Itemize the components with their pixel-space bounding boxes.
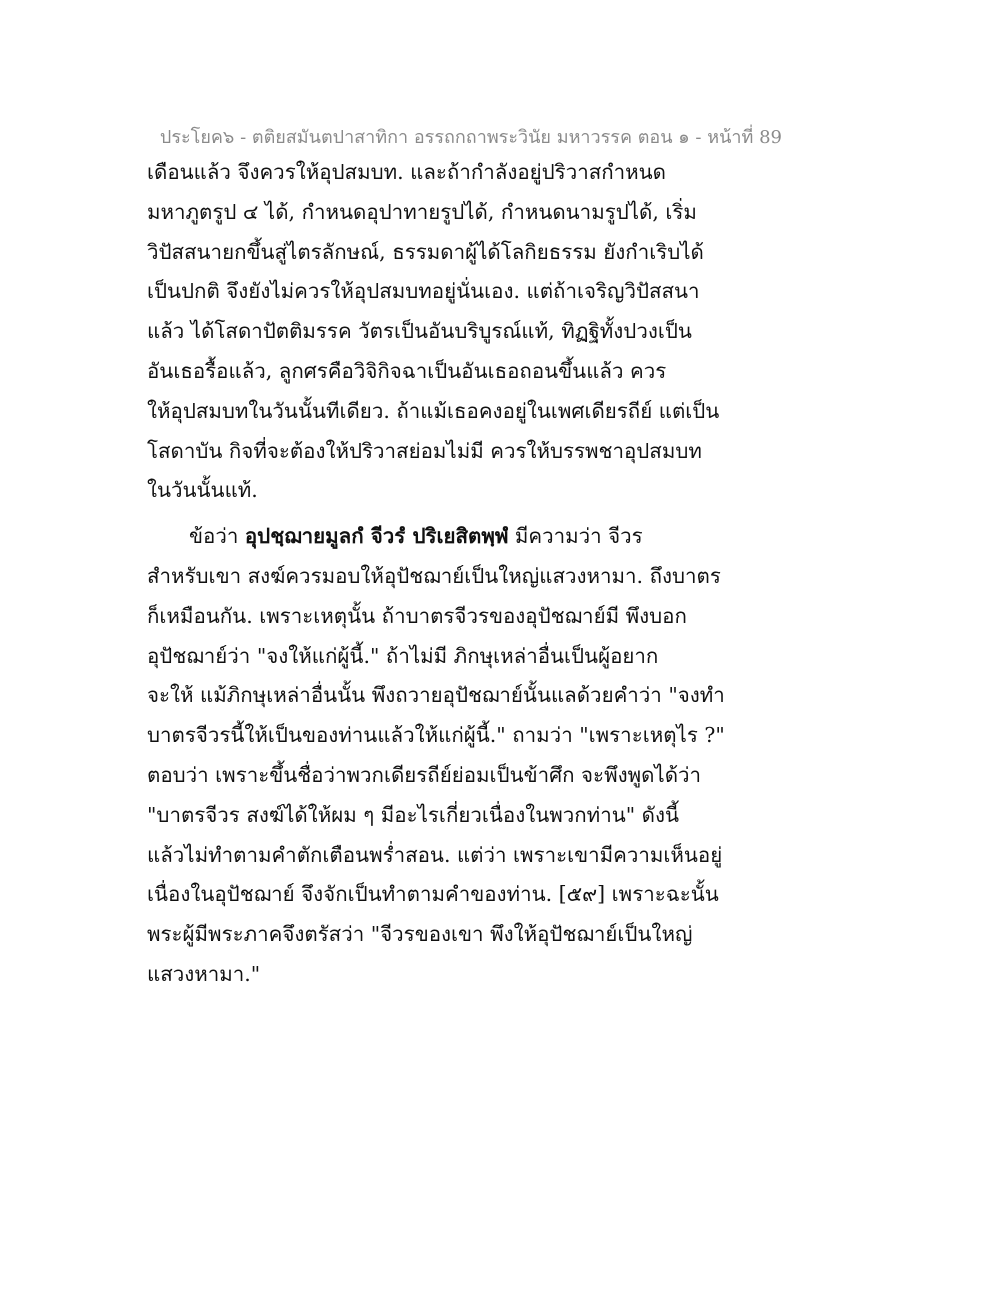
paragraph-2 bbox=[147, 517, 725, 995]
body-text bbox=[147, 153, 725, 995]
text-line: สำหรับเขา สงฆ์ควรมอบให้อุปัชฌาย์เป็นใหญ่แสวงหามา. ถึงบาตร bbox=[147, 563, 721, 588]
text-line: อันเธอรื้อแล้ว, ลูกศรคือวิจิกิจฉาเป็นอันเธอถอนขึ้นแล้ว ควร bbox=[147, 358, 667, 383]
text-line: มหาภูตรูป ๔ ได้, กำหนดอุปาทายรูปได้, กำหนดนามรูปได้, เริ่ม bbox=[147, 199, 697, 224]
pali-term: อุปชฺฌายมูลกํ จีวรํ ปริเยสิตพฺพํ bbox=[244, 524, 509, 549]
text-line: เนื่องในอุปัชฌาย์ จึงจักเป็นทำตามคำของท่าน. [๕๙] เพราะฉะนั้น bbox=[147, 882, 719, 907]
lead-tail-text: มีความว่า จีวร bbox=[508, 524, 643, 549]
text-line: แล้ว ได้โสดาปัตติมรรค วัตรเป็นอันบริบูรณ์แท้, ทิฏฐิทั้งปวงเป็น bbox=[147, 319, 692, 344]
text-line: จะให้ แม้ภิกษุเหล่าอื่นนั้น พึงถวายอุปัชฌาย์นั้นแลด้วยคำว่า "จงทำ bbox=[147, 683, 725, 708]
text-line: แล้วไม่ทำตามคำตักเตือนพร่ำสอน. แต่ว่า เพราะเขามีความเห็นอยู่ bbox=[147, 842, 723, 867]
text-line: โสดาบัน กิจที่จะต้องให้ปริวาสย่อมไม่มี ควรให้บรรพชาอุปสมบท bbox=[147, 438, 702, 463]
text-line: ให้อุปสมบทในวันนั้นทีเดียว. ถ้าแม้เธอคงอยู่ในเพศเดียรถีย์ แต่เป็น bbox=[147, 398, 720, 423]
text-line: ก็เหมือนกัน. เพราะเหตุนั้น ถ้าบาตรจีวรของอุปัชฌาย์มี พึงบอก bbox=[147, 603, 687, 628]
text-line: เดือนแล้ว จึงควรให้อุปสมบท. และถ้ากำลังอยู่ปริวาสกำหนด bbox=[147, 160, 666, 184]
text-line: พระผู้มีพระภาคจึงตรัสว่า "จีวรของเขา พึงให้อุปัชฌาย์เป็นใหญ่ bbox=[147, 922, 693, 947]
text-line-first bbox=[147, 517, 707, 557]
text-line: ในวันนั้นแท้. bbox=[147, 478, 258, 503]
text-line: แสวงหามา." bbox=[147, 961, 261, 986]
text-line: ตอบว่า เพราะขึ้นชื่อว่าพวกเดียรถีย์ย่อมเป็นข้าศึก จะพึงพูดได้ว่า bbox=[147, 762, 702, 787]
lead-text: ข้อว่า bbox=[189, 524, 245, 549]
paragraph-1 bbox=[147, 153, 720, 511]
text-line: บาตรจีวรนี้ให้เป็นของท่านแล้วให้แก่ผู้นี้." ถามว่า "เพราะเหตุไร ?" bbox=[147, 723, 725, 748]
page-header: ประโยค๖ - ตติยสมันตปาสาทิกา อรรถกถาพระวินัย มหาวรรค ตอน ๑ - หน้าที่ 89 bbox=[159, 127, 782, 148]
text-line: "บาตรจีวร สงฆ์ได้ให้ผม ๆ มีอะไรเกี่ยวเนื่องในพวกท่าน" ดังนี้ bbox=[147, 802, 679, 827]
text-line: อุปัชฌาย์ว่า "จงให้แก่ผู้นี้." ถ้าไม่มี ภิกษุเหล่าอื่นเป็นผู้อยาก bbox=[147, 643, 659, 668]
text-line: วิปัสสนายกขึ้นสู่ไตรลักษณ์, ธรรมดาผู้ได้โลกิยธรรม ยังกำเริบได้ bbox=[147, 239, 704, 264]
text-line: เป็นปกติ จึงยังไม่ควรให้อุปสมบทอยู่นั่นเอง. แต่ถ้าเจริญวิปัสสนา bbox=[147, 279, 700, 304]
